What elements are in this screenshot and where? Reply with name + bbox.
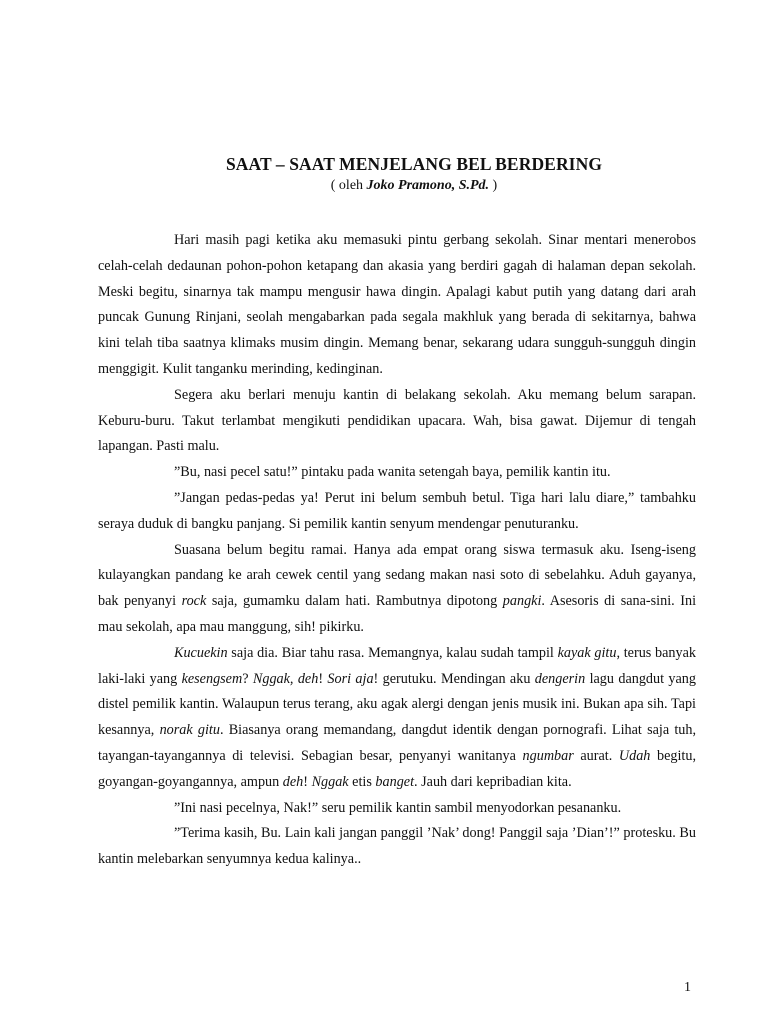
author-name: Joko Pramono, S.Pd. [366,178,490,193]
text-run: ! [303,773,312,790]
text-run: ”Bu, nasi pecel satu!” pintaku pada wanita setengah baya, pemilik kantin itu. [174,464,611,481]
text-run: ! [318,670,328,687]
story-body [98,228,696,873]
text-run: ? [242,670,253,687]
author-byline [0,178,768,194]
story-paragraph [98,796,696,822]
text-run: . Asesoris di sana-sini. Ini mau sekolah, apa mau manggung, sih! pikirku. [98,593,697,635]
story-paragraph [98,460,696,486]
text-run: ”Jangan pedas-pedas ya! Perut ini belum sembuh betul. Tiga hari lalu diare,” tambahku seraya duduk di bangku panjang. Si pemilik kantin senyum mendengar penuturanku. [98,489,696,532]
text-run: aurat. [573,747,619,764]
story-paragraph [98,641,696,796]
text-run: Suasana belum begitu ramai. Hanya ada empat orang siswa termasuk aku. Iseng-iseng kulayangkan pandang ke arah cewek centil yang sedang makan nasi soto di sebelahku. Aduh gayanya, bak penyanyi [98,541,696,610]
byline-suffix: ) [489,178,498,193]
document-title: SAAT – SAAT MENJELANG BEL BERDERING [225,154,603,174]
italic-phrase: kayak gitu [557,644,617,661]
text-run: ”Ini nasi pecelnya, Nak!” seru pemilik kantin sambil menyodorkan pesananku. [174,799,622,816]
text-run: ! gerutuku. Mendingan aku [373,670,535,687]
italic-phrase: norak gitu [159,722,220,739]
italic-phrase: Sori aja [327,670,374,687]
text-run: saja dia. Biar tahu rasa. Memangnya, kalau sudah tampil [227,644,558,661]
italic-phrase: dengerin [534,670,586,687]
text-run: . Biasanya orang memandang, dangdut identik dengan pornografi. Lihat saja tuh, tayangan-tayangannya di televisi. Sebagian besar, penyanyi wanitanya [98,722,697,764]
story-paragraph [98,486,696,538]
italic-phrase: Nggak [311,773,349,790]
text-run: Segera aku berlari menuju kantin di belakang sekolah. Aku memang belum sarapan. Keburu-buru. Takut terlambat mengikuti pendidikan upacara. Wah, bisa gawat. Dijemur di tengah lapangan. Pasti malu. [98,386,696,455]
italic-phrase: deh [282,773,304,790]
text-run: begitu, goyangan-goyangannya, ampun [98,747,696,790]
italic-phrase: Udah [618,747,651,764]
story-paragraph [98,228,696,383]
italic-phrase: banget [375,773,415,790]
byline-prefix: ( oleh [330,178,367,193]
text-run: , terus banyak laki-laki yang [98,644,696,687]
italic-phrase: Nggak, deh [252,670,319,687]
story-paragraph [98,821,696,873]
story-paragraph [98,383,696,460]
italic-phrase: rock [181,593,207,610]
text-run: Hari masih pagi ketika aku memasuki pintu gerbang sekolah. Sinar mentari menerobos celah-celah dedaunan pohon-pohon ketapang dan akasia yang berdiri gagah di halaman depan sekolah. Meski begitu, sinarnya tak mampu mengusir hawa dingin. Apalagi kabut putih yang datang dari arah puncak Gunung Rinjani, seolah mengabarkan pada segala makhluk yang berada di sekitarnya, bahwa kini telah tiba saatnya klimaks musim dingin. Memang benar, sekarang udara sungguh-sungguh dingin menggigit. Kulit tanganku merinding, kedinginan. [98,232,696,377]
italic-phrase: pangki [502,593,542,610]
story-paragraph [98,538,696,641]
italic-phrase: Kucuekin [174,644,228,661]
text-run: lagu dangdut yang distel pemilik kantin. Walaupun terus terang, aku agak alergi dengan jenis musik ini. Bukan apa sih. Tapi kesannya, [98,670,696,739]
text-run: etis [348,773,376,790]
text-run: saja, gumamku dalam hati. Rambutnya dipotong [206,593,503,610]
text-run: ”Terima kasih, Bu. Lain kali jangan panggil ’Nak’ dong! Panggil saja ’Dian’!” protesku. Bu kantin melebarkan senyumnya kedua kalinya.. [98,825,696,868]
page-number: 1 [684,980,691,995]
italic-phrase: ngumbar [522,747,574,764]
text-run: . Jauh dari kepribadian kita. [414,773,572,790]
italic-phrase: kesengsem [181,670,243,687]
